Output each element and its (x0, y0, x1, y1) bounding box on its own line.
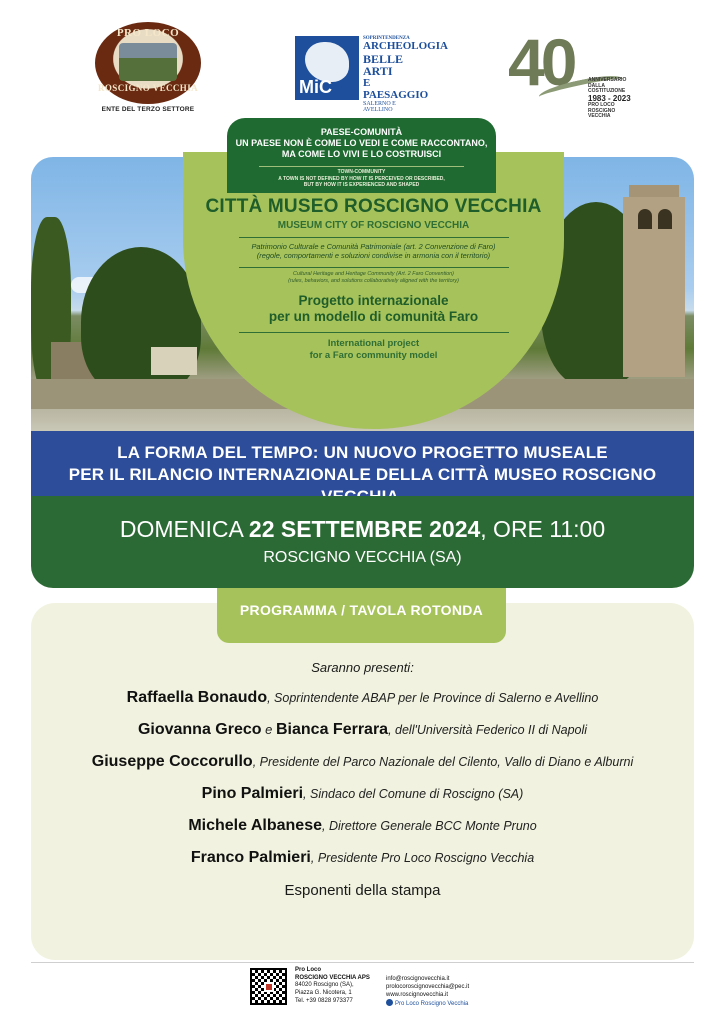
program-tab (217, 588, 506, 643)
motto-en-line-2: BUT BY HOW IT IS EXPERIENCED AND SHAPED (303, 182, 420, 188)
speaker-list (31, 660, 694, 899)
motto-it-title: PAESE-COMUNITÀ (320, 127, 403, 137)
medallion-title: CITTÀ MUSEO ROSCIGNO VECCHIA (205, 196, 542, 217)
anniversary-line-2: DALLA COSTITUZIONE (588, 82, 626, 94)
motto-italian (227, 127, 496, 160)
event-date-band (31, 496, 694, 588)
proloco-badge-top: PRO LOCO (116, 27, 180, 39)
speaker-role: , Soprintendente ABAP per le Province di Salerno e Avellino (267, 691, 599, 705)
footer-web-link[interactable]: www.roscignovecchia.it (386, 991, 449, 998)
speaker-name: Pino Palmieri (201, 785, 304, 802)
medallion-divider (239, 267, 509, 268)
footer-org-line-4: Piazza G. Nicotera, 1 (295, 990, 352, 997)
proloco-badge-bottom: ROSCIGNO VECCHIA (98, 83, 198, 93)
speaker-role: , Presidente del Parco Nazionale del Cilento, Vallo di Diano e Alburni (252, 755, 634, 769)
medallion-divider (239, 332, 509, 333)
proloco-subtitle: ENTE DEL TERZO SETTORE (101, 106, 195, 113)
mic-head-icon (305, 42, 349, 82)
footer-facebook-label: Pro Loco Roscigno Vecchia (395, 1001, 469, 1008)
anniversary-info (588, 78, 634, 120)
event-day: DOMENICA (119, 516, 243, 542)
motto-it-line-1: UN PAESE NON È COME LO VEDI E COME RACCONTANO, (235, 137, 488, 148)
facebook-icon (386, 999, 393, 1006)
bell-tower-window (658, 209, 672, 229)
press-line: Esponenti della stampa (284, 882, 441, 899)
anniversary-line-1: ANNIVERSARIO (588, 77, 627, 83)
present-heading: Saranno presenti: (311, 660, 414, 675)
motto-box (227, 118, 496, 193)
speaker-role: , Presidente Pro Loco Roscigno Vecchia (310, 851, 535, 865)
speaker-name-2: Bianca Ferrara (276, 721, 389, 738)
medallion-content (183, 196, 564, 362)
footer-org-line-5: Tel. +39 0828 973377 (295, 997, 353, 1004)
speaker-role: , dell'Università Federico II di Napoli (388, 723, 588, 737)
speaker-name: Michele Albanese (188, 817, 322, 834)
footer-facebook-link[interactable] (386, 999, 506, 1009)
motto-en-title: TOWN-COMMUNITY (337, 169, 386, 175)
footer-email-link[interactable]: info@roscignovecchia.it (386, 976, 450, 982)
speaker-item (31, 817, 694, 835)
mic-logo (295, 36, 448, 114)
medallion-project-line-1: Progetto internazionale (298, 292, 449, 308)
medallion-description-en (183, 271, 564, 285)
event-datetime (31, 516, 694, 544)
medallion-divider (239, 237, 509, 238)
event-place: ROSCIGNO VECCHIA (SA) (263, 549, 462, 566)
footer-pec-link[interactable]: prolocoroscignovecchia@pec.it (386, 983, 470, 990)
footer-org-line-1: Pro Loco (295, 967, 322, 973)
motto-en-line-1: A TOWN IS NOT DEFINED BY HOW IT IS PERCEIVED OR DESCRIBED, (278, 175, 445, 182)
event-title-banner (31, 431, 694, 496)
mic-line-1: ARCHEOLOGIA (363, 40, 448, 53)
mic-line-2: BELLE ARTI (363, 51, 404, 79)
motto-divider (259, 166, 464, 167)
event-title-line-2: PER IL RILANCIO INTERNAZIONALE DELLA CITTÀ MUSEO ROSCIGNO (68, 465, 657, 485)
bell-tower (623, 197, 685, 377)
speaker-item (31, 721, 694, 739)
program-tab-label: PROGRAMMA / TAVOLA ROTONDA (239, 602, 484, 618)
mic-mark (295, 36, 359, 100)
speaker-conjunction: e (261, 722, 276, 737)
speaker-item (31, 753, 694, 771)
anniversary-line-4: ROSCIGNO VECCHIA (588, 107, 616, 120)
speaker-name: Raffaella Bonaudo (126, 689, 268, 706)
medallion-desc-en-line-1: Cultural Heritage and Heritage Community (Art. 2 Faro Convention) (293, 270, 454, 277)
event-date: 22 SETTEMBRE 2024 (248, 516, 481, 542)
medallion-project-en-line-1: International project (327, 337, 420, 349)
speaker-item (31, 849, 694, 867)
mic-line-3: E PAESAGGIO (363, 76, 429, 101)
anniversary-logo (508, 25, 632, 120)
speaker-name: Giuseppe Coccorullo (91, 753, 253, 770)
medallion-project-en (183, 338, 564, 362)
proloco-badge-picture (119, 43, 177, 81)
anniversary-number: 40 (508, 25, 574, 99)
speaker-role: , Direttore Generale BCC Monte Pruno (322, 819, 537, 833)
speaker-name: Franco Palmieri (190, 849, 311, 866)
proloco-logo (92, 22, 204, 114)
medallion-desc-en-line-2: (rules, behaviors, and solutions collaboratively aligned with the territory) (288, 277, 459, 284)
medallion-project-en-line-2: for a Faro community model (309, 349, 438, 361)
mic-line-5: SALERNO E AVELLINO (363, 101, 396, 114)
footer-divider (31, 962, 694, 963)
mic-line-0: SOPRINTENDENZA (363, 36, 410, 41)
medallion-project-line-2: per un modello di comunità Faro (268, 309, 479, 325)
event-time: , ORE 11:00 (480, 516, 606, 542)
medallion-project (183, 293, 564, 326)
anniversary-years: 1983 - 2023 (588, 93, 631, 103)
speaker-name: Giovanna Greco (137, 721, 262, 738)
medallion-desc-line-1: Patrimonio Culturale e Comunità Patrimoniale (art. 2 Convenzione di Faro) (251, 242, 496, 251)
mic-text (363, 36, 448, 114)
footer-org-line-2: ROSCIGNO VECCHIA APS (295, 974, 370, 981)
speaker-item (31, 689, 694, 707)
bell-tower-window (638, 209, 652, 229)
qr-code-icon[interactable] (250, 968, 287, 1005)
event-title-line-1: LA FORMA DEL TEMPO: UN NUOVO PROGETTO MUSEALE (117, 443, 608, 462)
mic-mark-label: MiC (299, 77, 332, 97)
medallion-desc-line-2: (regole, comportamenti e soluzioni condivise in armonia con il territorio) (256, 251, 491, 261)
qr-center-icon (264, 982, 274, 992)
speaker-role: , Sindaco del Comune di Roscigno (SA) (303, 787, 524, 801)
anniversary-line-3: PRO LOCO (588, 102, 615, 109)
footer-contacts (386, 976, 506, 1009)
footer-org-line-3: 84020 Roscigno (SA), (295, 982, 354, 989)
footer-organization (295, 967, 380, 1005)
motto-it-line-2: MA COME LO VIVI E LO COSTRUISCI (281, 148, 442, 159)
medallion-title-en: MUSEUM CITY OF ROSCIGNO VECCHIA (277, 220, 470, 231)
speaker-item (31, 785, 694, 803)
motto-english (227, 169, 496, 189)
medallion-description (183, 242, 564, 261)
